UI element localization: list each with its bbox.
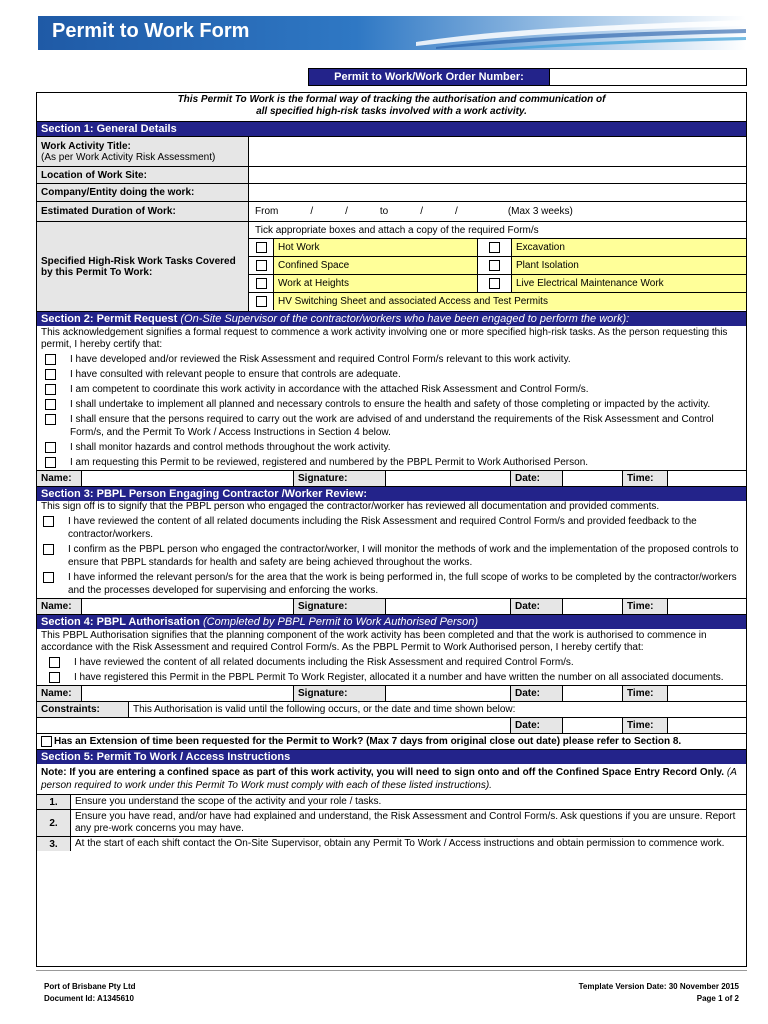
instruction-row: [37, 836, 746, 851]
certify-checkbox[interactable]: [45, 457, 56, 468]
to-label: to: [379, 206, 389, 217]
extension-row: [37, 733, 746, 749]
work-activity-row: [37, 136, 746, 166]
name-input[interactable]: [82, 686, 294, 701]
slash: /: [455, 206, 458, 217]
section2-header: [37, 311, 746, 326]
section4-signoff: [37, 685, 746, 701]
name-input[interactable]: [82, 471, 294, 486]
task-hot-work: Hot Work: [273, 239, 477, 256]
note-label: Note:: [41, 767, 67, 778]
instruction-number: 3.: [37, 837, 71, 851]
signature-input[interactable]: [386, 686, 511, 701]
work-at-heights-checkbox[interactable]: [256, 278, 267, 289]
header-banner: [38, 16, 746, 50]
certify-checkbox[interactable]: [45, 384, 56, 395]
date-label: Date:: [511, 599, 563, 614]
footer-version: Template Version Date: 30 November 2015: [578, 982, 739, 991]
footer-right: [579, 981, 739, 1005]
section2-title: Section 2: Permit Request: [41, 313, 178, 325]
section4-subtitle: (Completed by PBPL Permit to Work Authorised Person): [202, 616, 479, 628]
note-text: If you are entering a confined space as part of this work activity, you will need to sign onto and off the Confined Space Entry Record Only.: [69, 767, 725, 778]
slash: /: [420, 206, 424, 217]
intro-line-2: all specified high-risk tasks involved with a work activity.: [256, 106, 527, 117]
section4-header: [37, 614, 746, 629]
section3-intro: This sign off is to signify that the PBPL person who engaged the contractor/worker has reviewed all documentation and provided comments.: [41, 501, 660, 512]
section2-signoff: [37, 470, 746, 486]
footer-page: Page 1 of 2: [696, 994, 739, 1003]
signature-label: Signature:: [294, 686, 386, 701]
instruction-text: Ensure you understand the scope of the activity and your role / tasks.: [75, 796, 382, 807]
location-label: Location of Work Site:: [37, 167, 249, 183]
certify-text: I shall undertake to implement all planned and necessary controls to ensure the health and safety of those completing or impacted by the activity.: [70, 399, 711, 410]
hot-work-checkbox[interactable]: [256, 242, 267, 253]
company-label: Company/Entity doing the work:: [37, 184, 249, 201]
name-label: Name:: [37, 686, 82, 701]
date-input[interactable]: [563, 599, 623, 614]
time-label: Time:: [623, 471, 668, 486]
time-input[interactable]: [668, 686, 746, 701]
time-label: Time:: [623, 686, 668, 701]
date-label: Date:: [511, 718, 563, 733]
instruction-text: Ensure you have read, and/or have had explained and understand, the Risk Assessment and Control Form/s. Ask questions if you are unsure. Report any pre-work concerns you may have.: [75, 811, 736, 834]
certify-item: [37, 352, 746, 367]
time-input[interactable]: [668, 718, 746, 733]
tick-instruction: Tick appropriate boxes and attach a copy of the required Form/s: [255, 224, 539, 236]
constraints-text: This Authorisation is valid until the following occurs, or the date and time shown below:: [133, 704, 516, 715]
wave-graphic: [416, 16, 746, 50]
review-item: [37, 542, 746, 570]
duration-label: Estimated Duration of Work:: [37, 202, 249, 221]
signature-label: Signature:: [294, 471, 386, 486]
task-row: [249, 238, 746, 256]
date-input[interactable]: [563, 686, 623, 701]
permit-form: [36, 92, 747, 967]
certify-checkbox[interactable]: [45, 442, 56, 453]
name-input[interactable]: [82, 599, 294, 614]
certify-item: [37, 440, 746, 455]
signature-label: Signature:: [294, 599, 386, 614]
date-input[interactable]: [563, 718, 623, 733]
work-order-input[interactable]: [549, 69, 746, 85]
date-label: Date:: [511, 471, 563, 486]
company-row: [37, 183, 746, 201]
instruction-number: 2.: [37, 810, 71, 836]
work-activity-input[interactable]: [249, 137, 746, 166]
constraints-row: [37, 701, 746, 717]
section3-header: Section 3: PBPL Person Engaging Contractor /Worker Review:: [37, 486, 746, 501]
name-label: Name:: [37, 471, 82, 486]
name-label: Name:: [37, 599, 82, 614]
certify-text: I shall monitor hazards and control methods throughout the work activity.: [70, 442, 391, 453]
auth-item: [37, 670, 746, 685]
company-input[interactable]: [249, 184, 746, 201]
review-checkbox[interactable]: [43, 516, 54, 527]
task-plant-isolation: Plant Isolation: [511, 257, 746, 274]
tasks-row: [37, 221, 746, 311]
time-label: Time:: [623, 599, 668, 614]
review-item: [37, 514, 746, 542]
auth-text: I have reviewed the content of all related documents including the Risk Assessment and required Control Form/s.: [74, 657, 574, 668]
time-label: Time:: [623, 718, 668, 733]
section2-subtitle: (On-Site Supervisor of the contractor/workers who have been engaged to perform the work):: [180, 313, 630, 325]
excavation-checkbox[interactable]: [489, 242, 500, 253]
constraints-input[interactable]: [37, 718, 511, 733]
footer-company: Port of Brisbane Pty Ltd: [44, 982, 136, 991]
work-order-label: Permit to Work/Work Order Number:: [309, 69, 549, 85]
work-activity-title: Work Activity Title:: [41, 140, 131, 152]
work-activity-label: [37, 137, 249, 166]
duration-row: [37, 201, 746, 221]
certify-text: I have developed and/or reviewed the Risk Assessment and required Control Form/s relevant to this work activity.: [70, 354, 571, 365]
certify-text: I have consulted with relevant people to ensure that controls are adequate.: [70, 369, 401, 380]
extension-text: Has an Extension of time been requested for the Permit to Work? (Max 7 days from original close out date) please refer to Section 8.: [54, 736, 682, 747]
section4-intro: This PBPL Authorisation signifies that the planning component of the work activity has been completed and that the work is authorised to commence in accordance with the Risk Assessment and required Control Form/s. As the PBPL Permit to Work Authorised person, I hereby certify that:: [41, 630, 707, 653]
slash: /: [310, 206, 314, 217]
review-text: I have reviewed the content of all related documents including the Risk Assessment and required Control Form/s and provided feedback to the contractor/workers.: [68, 516, 697, 540]
certify-text: I am competent to coordinate this work activity in accordance with the attached Risk Assessment and Control Form/s.: [70, 384, 589, 395]
certify-checkbox[interactable]: [45, 369, 56, 380]
review-text: I confirm as the PBPL person who engaged the contractor/worker, I will monitor the methods of work and the implementation of the proposed controls to ensure that PBPL standards for health and safety are being achieved throughout the works.: [68, 544, 739, 568]
time-input[interactable]: [668, 471, 746, 486]
auth-item: [37, 655, 746, 670]
certify-checkbox[interactable]: [45, 354, 56, 365]
instruction-row: [37, 794, 746, 809]
work-activity-sub: (As per Work Activity Risk Assessment): [41, 151, 216, 163]
location-input[interactable]: [249, 167, 746, 183]
confined-space-checkbox[interactable]: [256, 260, 267, 271]
task-work-at-heights: Work at Heights: [273, 275, 477, 292]
signature-input[interactable]: [386, 599, 511, 614]
section3-signoff: [37, 598, 746, 614]
date-input[interactable]: [563, 471, 623, 486]
task-row: [249, 256, 746, 274]
tasks-grid: [249, 222, 746, 311]
certify-text: I shall ensure that the persons required to carry out the work are advised of and understand the requirements of the Risk Assessment and Control Form/s, and the Permit To Work / Access Instructions in Section 4 below.: [70, 414, 714, 438]
task-live-electrical: Live Electrical Maintenance Work: [511, 275, 746, 292]
task-excavation: Excavation: [511, 239, 746, 256]
section4-title: Section 4: PBPL Authorisation: [41, 616, 200, 628]
instruction-number: 1.: [37, 795, 71, 809]
section5-note: [37, 764, 746, 794]
hv-switching-checkbox[interactable]: [256, 296, 267, 307]
constraints-label: Constraints:: [37, 702, 129, 717]
auth-checkbox[interactable]: [49, 657, 60, 668]
live-electrical-checkbox[interactable]: [489, 278, 500, 289]
certify-text: I am requesting this Permit to be reviewed, registered and numbered by the PBPL Permit to Work Authorised Person.: [70, 457, 589, 468]
certify-item: [37, 412, 746, 440]
constraints-datetime: [37, 717, 746, 733]
review-checkbox[interactable]: [43, 544, 54, 555]
certify-item: [37, 367, 746, 382]
section5-header: Section 5: Permit To Work / Access Instructions: [37, 749, 746, 764]
duration-input[interactable]: [249, 202, 746, 221]
signature-input[interactable]: [386, 471, 511, 486]
auth-text: I have registered this Permit in the PBPL Permit To Work Register, allocated it a number and have written the number on all associated documents.: [74, 672, 724, 683]
footer: [36, 970, 747, 1003]
instruction-row: [37, 809, 746, 836]
task-row: [249, 292, 746, 310]
footer-left: [44, 981, 136, 1005]
task-row: [249, 274, 746, 292]
time-input[interactable]: [668, 599, 746, 614]
note-italic: (A person required to work under this Permit To Work must comply with each of these listed instructions).: [41, 767, 737, 791]
work-order-number: [308, 68, 747, 86]
footer-doc-id: Document Id: A1345610: [44, 994, 134, 1003]
intro-line-1: This Permit To Work is the formal way of tracking the authorisation and communication of: [177, 94, 606, 105]
slash: /: [345, 206, 348, 217]
auth-checkbox[interactable]: [49, 672, 60, 683]
certify-checkbox[interactable]: [45, 399, 56, 410]
section1-header: Section 1: General Details: [37, 121, 746, 136]
review-checkbox[interactable]: [43, 572, 54, 583]
page-title: Permit to Work Form: [52, 20, 250, 42]
extension-checkbox[interactable]: [41, 736, 52, 747]
date-label: Date:: [511, 686, 563, 701]
certify-item: [37, 382, 746, 397]
tasks-label: Specified High-Risk Work Tasks Covered by this Permit To Work:: [37, 222, 249, 311]
section2-intro: This acknowledgement signifies a formal request to commence a work activity involving one or more specified high-risk tasks. As the person requesting this permit, I hereby certify that:: [41, 327, 728, 350]
from-label: From: [255, 206, 279, 217]
review-item: [37, 570, 746, 598]
location-row: [37, 166, 746, 183]
certify-item: [37, 455, 746, 470]
certify-item: [37, 397, 746, 412]
certify-checkbox[interactable]: [45, 414, 56, 425]
instruction-text: At the start of each shift contact the On-Site Supervisor, obtain any Permit To Work / Access instructions and obtain permission to commence work.: [75, 838, 725, 849]
review-text: I have informed the relevant person/s for the area that the work is being performed in, the full scope of works to be completed by the contractor/workers and the processes developed for supervising and enforcing the works.: [68, 572, 737, 596]
max-duration: (Max 3 weeks): [507, 206, 573, 217]
task-confined-space: Confined Space: [273, 257, 477, 274]
task-hv-switching: HV Switching Sheet and associated Access and Test Permits: [273, 293, 746, 310]
plant-isolation-checkbox[interactable]: [489, 260, 500, 271]
intro-text: [37, 93, 746, 121]
